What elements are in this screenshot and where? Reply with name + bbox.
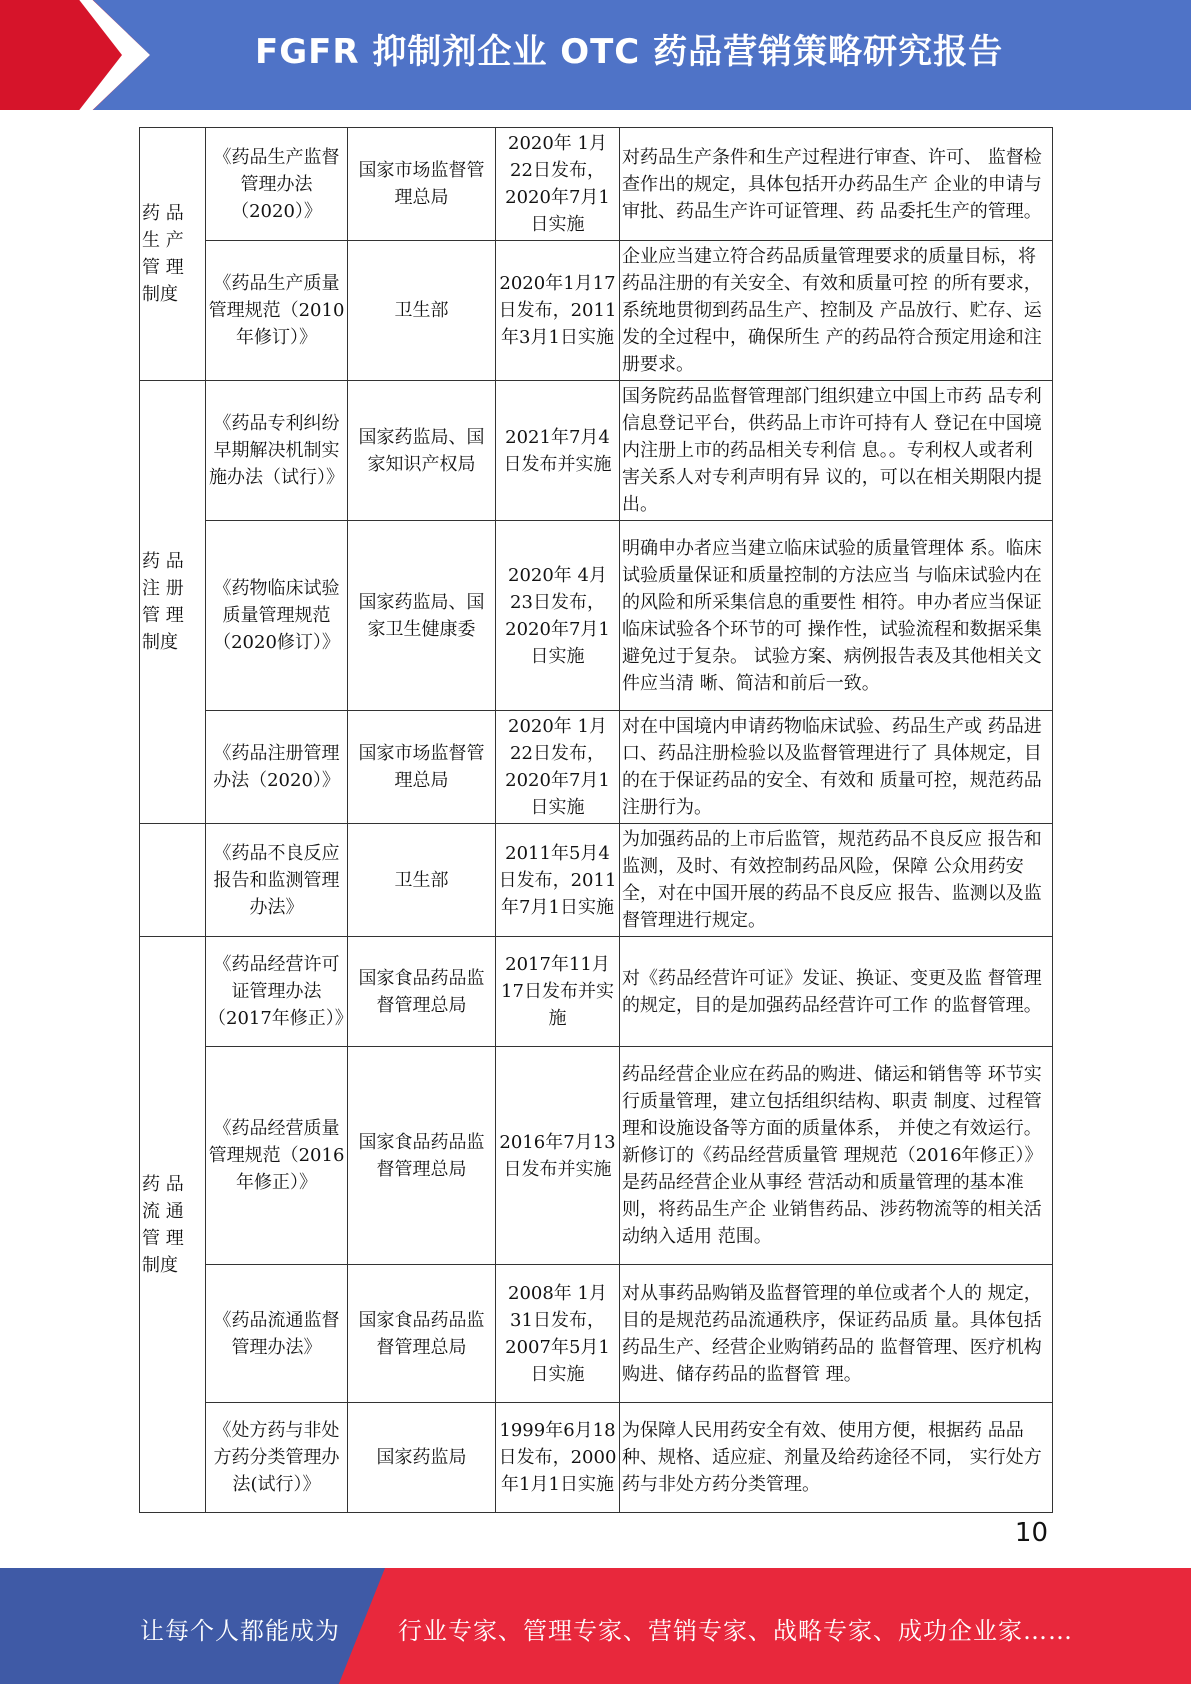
table-row [140,1047,1053,1265]
law-name: 《药品流通监督管理办法》 [206,1265,348,1403]
law-name: 《药品经营质量管理规范（2016年修正）》 [206,1047,348,1265]
category-circulation: 药 品 流 通 管 理 制度 [140,937,206,1513]
footer-slogan-right: 行业专家、管理专家、营销专家、战略专家、成功企业家…… [398,1617,1073,1645]
description: 对从事药品购销及监督管理的单位或者个人的 规定，目的是规范药品流通秩序，保证药品质 量。具体包括药品生产、经营企业购销药品的 监督管理、医疗机构购进、储存药品的监督管 理。 [620,1265,1053,1403]
description: 对《药品经营许可证》发证、换证、变更及监 督管理的规定，目的是加强药品经营许可工作 的监督管理。 [620,937,1053,1047]
date: 2020年 1月22日发布，2020年7月1日实施 [496,128,620,241]
regulation-table [139,127,1053,1513]
description: 明确申办者应当建立临床试验的质量管理体 系。临床试验质量保证和质量控制的方法应当 与临床试验内在的风险和所采集信息的重要性 相符。申办者应当保证临床试验各个环节的可 操作性，试验流程和数据采集避免过于复杂。 试验方案、病例报告表及其他相关文件应当清 晰、简洁和前后一致。 [620,521,1053,711]
table-row [140,937,1053,1047]
date: 2020年1月17日发布，2011年3月1日实施 [496,241,620,381]
date: 2016年7月13日发布并实施 [496,1047,620,1265]
date: 2021年7月4日发布并实施 [496,381,620,521]
category-production: 药 品 生 产 管 理 制度 [140,128,206,381]
date: 2020年 1月22日发布，2020年7月1日实施 [496,711,620,824]
law-name: 《药品不良反应报告和监测管理办法》 [206,824,348,937]
date: 2020年 4月23日发布，2020年7月1日实施 [496,521,620,711]
description: 对在中国境内申请药物临床试验、药品生产或 药品进口、药品注册检验以及监督管理进行了 具体规定，目的在于保证药品的安全、有效和 质量可控，规范药品注册行为。 [620,711,1053,824]
table-row [140,241,1053,381]
description: 企业应当建立符合药品质量管理要求的质量目标，将药品注册的有关安全、有效和质量可控 的所有要求，系统地贯彻到药品生产、控制及 产品放行、贮存、运发的全过程中，确保所生 产的药品符合预定用途和注册要求。 [620,241,1053,381]
table-row [140,381,1053,521]
table-row [140,128,1053,241]
agency: 国家药监局 [348,1403,496,1513]
agency: 国家食品药品监督管理总局 [348,937,496,1047]
date: 2008年 1月31日发布，2007年5月1日实施 [496,1265,620,1403]
date: 2011年5月4日发布，2011年7月1日实施 [496,824,620,937]
agency: 国家药监局、国家卫生健康委 [348,521,496,711]
description: 为保障人民用药安全有效、使用方便，根据药 品品种、规格、适应症、剂量及给药途径不同， 实行处方药与非处方药分类管理。 [620,1403,1053,1513]
description: 国务院药品监督管理部门组织建立中国上市药 品专利信息登记平台，供药品上市许可持有人 登记在中国境内注册上市的药品相关专利信 息。。专利权人或者利害关系人对专利声明有异 议的，可以在相关期限内提出。 [620,381,1053,521]
table-row [140,1265,1053,1403]
description: 药品经营企业应在药品的购进、储运和销售等 环节实行质量管理，建立包括组织结构、职责 制度、过程管理和设施设备等方面的质量体系， 并使之有效运行。新修订的《药品经营质量管 理规范（2016年修正）》是药品经营企业从事经 营活动和质量管理的基本准则，将药品生产企 业销售药品、涉药物流等的相关活动纳入适用 范围。 [620,1047,1053,1265]
agency: 国家食品药品监督管理总局 [348,1265,496,1403]
date: 1999年6月18日发布，2000年1月1日实施 [496,1403,620,1513]
category-empty [140,824,206,937]
agency: 国家食品药品监督管理总局 [348,1047,496,1265]
law-name: 《药品经营许可证管理办法（2017年修正）》 [206,937,348,1047]
page-number: 10 [1014,1518,1048,1548]
table-row [140,521,1053,711]
law-name: 《处方药与非处方药分类管理办法(试行）》 [206,1403,348,1513]
table-row [140,711,1053,824]
law-name: 《药品生产监督管理办法（2020）》 [206,128,348,241]
description: 为加强药品的上市后监管，规范药品不良反应 报告和监测，及时、有效控制药品风险，保障 公众用药安全，对在中国开展的药品不良反应 报告、监测以及监督管理进行规定。 [620,824,1053,937]
law-name: 《药品注册管理办法（2020）》 [206,711,348,824]
agency: 卫生部 [348,241,496,381]
agency: 卫生部 [348,824,496,937]
description: 对药品生产条件和生产过程进行审查、许可、 监督检查作出的规定，具体包括开办药品生产 企业的申请与审批、药品生产许可证管理、药 品委托生产的管理。 [620,128,1053,241]
category-registration: 药 品 注 册 管 理 制度 [140,381,206,824]
agency: 国家市场监督管理总局 [348,711,496,824]
page-footer [0,1568,1191,1684]
table-row [140,1403,1053,1513]
date: 2017年11月17日发布并实施 [496,937,620,1047]
law-name: 《药品生产质量管理规范（2010年修订）》 [206,241,348,381]
page-title: FGFR 抑制剂企业 OTC 药品营销策略研究报告 [255,32,1004,72]
law-name: 《药物临床试验质量管理规范（2020修订）》 [206,521,348,711]
law-name: 《药品专利纠纷早期解决机制实施办法（试行）》 [206,381,348,521]
footer-slogan-left: 让每个人都能成为 [140,1617,340,1645]
table-row [140,824,1053,937]
agency: 国家药监局、国家知识产权局 [348,381,496,521]
agency: 国家市场监督管理总局 [348,128,496,241]
page-header [0,0,1191,110]
